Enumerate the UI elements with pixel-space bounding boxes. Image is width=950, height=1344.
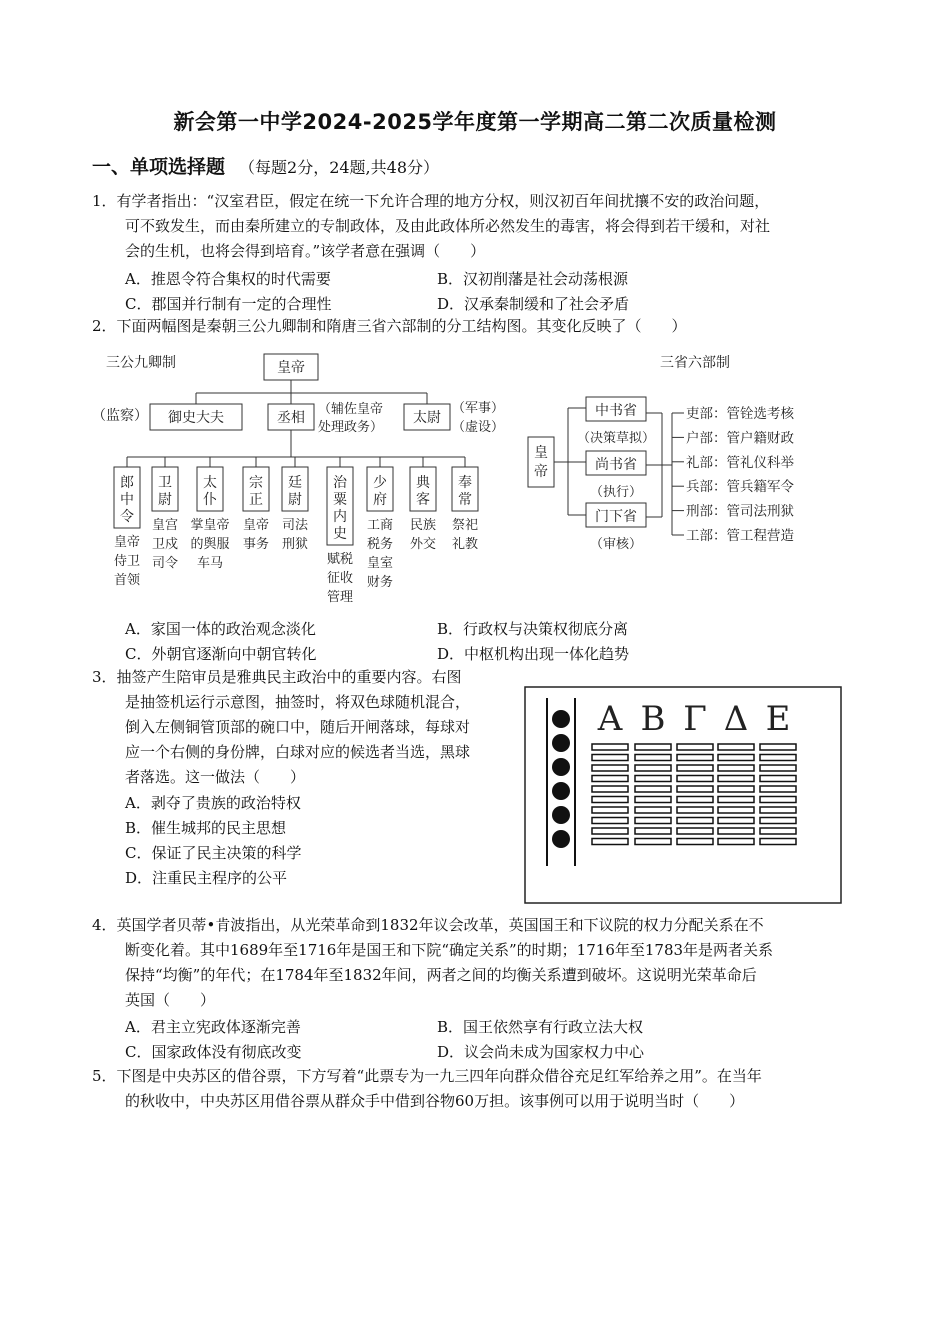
q4-line-2: 断变化着。其中1689年至1716年是国王和下院“确定关系”的时期；1716年至1783年是两者关系 bbox=[125, 941, 774, 959]
qing-name-char: 中 bbox=[120, 492, 134, 508]
tribe-letter: Ε bbox=[765, 699, 791, 739]
qing-duty: 刑狱 bbox=[281, 537, 309, 552]
q4-option-a[interactable]: A．君主立宪政体逐渐完善 bbox=[125, 1018, 301, 1036]
q3-option-d[interactable]: D．注重民主程序的公平 bbox=[125, 869, 288, 887]
q4-option-b[interactable]: B．国王依然享有行政立法大权 bbox=[437, 1018, 644, 1036]
right-chart-label: 三省六部制 bbox=[660, 355, 730, 371]
qing-duty: 皇帝 bbox=[113, 535, 141, 550]
yushidafu: 御史大夫 bbox=[168, 410, 224, 426]
ticket-slot bbox=[760, 765, 796, 771]
qing-duty: 财务 bbox=[366, 575, 394, 590]
ticket-slot bbox=[718, 755, 754, 761]
qing-name-char: 奉 bbox=[458, 475, 472, 491]
qing-duty: 车马 bbox=[196, 556, 224, 571]
qing-name-char: 内 bbox=[333, 509, 347, 525]
chengxiang-role-1: （辅佐皇帝 bbox=[318, 402, 384, 417]
ticket-slot bbox=[592, 797, 628, 803]
lot-ball bbox=[552, 710, 570, 728]
bu-item: 吏部：管铨选考核 bbox=[686, 406, 794, 422]
ticket-slot bbox=[760, 786, 796, 792]
section-note: （每题2分，24题,共48分） bbox=[239, 158, 440, 177]
ticket-slot bbox=[592, 755, 628, 761]
qing-duty: 祭祀 bbox=[451, 518, 479, 533]
taiwei-role-1: （军事） bbox=[452, 401, 505, 416]
right-emperor-1: 皇 bbox=[534, 445, 548, 461]
sansheng-liubu-chart bbox=[520, 345, 820, 555]
ticket-slot bbox=[635, 786, 671, 792]
bu-item: 刑部：管司法刑狱 bbox=[686, 503, 794, 520]
ticket-slot bbox=[677, 786, 713, 792]
lot-ball bbox=[552, 830, 570, 848]
tribe-letter: Α bbox=[597, 699, 623, 739]
qing-duty: 卫戍 bbox=[151, 537, 179, 552]
qing-name-char: 太 bbox=[203, 475, 217, 491]
ticket-slot bbox=[677, 765, 713, 771]
qing-duty: 侍卫 bbox=[113, 554, 141, 569]
qing-name-char: 尉 bbox=[288, 492, 302, 508]
ticket-slot bbox=[635, 765, 671, 771]
ticket-slot bbox=[760, 744, 796, 750]
qing-duty: 掌皇帝 bbox=[190, 518, 230, 533]
qing-duty: 皇宫 bbox=[151, 518, 179, 533]
q3-option-c[interactable]: C．保证了民主决策的科学 bbox=[125, 844, 302, 862]
taiwei: 太尉 bbox=[413, 410, 441, 426]
ticket-slot bbox=[635, 797, 671, 803]
ticket-slot bbox=[635, 755, 671, 761]
bu-item: 工部：管工程营造 bbox=[686, 528, 794, 544]
ticket-slot bbox=[592, 818, 628, 824]
ticket-slot bbox=[635, 839, 671, 845]
q2-line-1: 2．下面两幅图是秦朝三公九卿制和隋唐三省六部制的分工结构图。其变化反映了（ ） bbox=[92, 317, 687, 335]
qing-name-char: 郎 bbox=[120, 475, 134, 491]
ticket-slot bbox=[635, 818, 671, 824]
yushidafu-role: （监察） bbox=[92, 408, 148, 424]
q5-line-2: 的秋收中，中央苏区用借谷票从群众手中借到谷物60万担。该事例可以用于说明当时（ ） bbox=[125, 1092, 745, 1110]
qing-name-char: 少 bbox=[373, 475, 387, 491]
qing-name-char: 卫 bbox=[158, 475, 172, 491]
qing-name-char: 客 bbox=[416, 492, 430, 508]
qing-duty: 司令 bbox=[151, 556, 179, 571]
qing-duty: 外交 bbox=[409, 537, 437, 552]
qing-name-char: 仆 bbox=[203, 492, 217, 508]
q5-line-1: 5．下图是中央苏区的借谷票，下方写着“此票专为一九三四年向群众借谷充足红军给养之用”。在当年 bbox=[92, 1067, 762, 1085]
qing-duty: 管理 bbox=[326, 590, 354, 605]
qing-name-char: 粟 bbox=[333, 492, 347, 508]
q3-line-2: 是抽签机运行示意图，抽签时，将双色球随机混合， bbox=[125, 693, 471, 711]
ticket-slot bbox=[677, 818, 713, 824]
chengxiang-role-2: 处理政务） bbox=[318, 420, 384, 435]
ticket-slot bbox=[677, 807, 713, 813]
q1-option-b[interactable]: B．汉初削藩是社会动荡根源 bbox=[437, 270, 629, 288]
ticket-slot bbox=[592, 828, 628, 834]
ticket-slot bbox=[760, 776, 796, 782]
qing-name-char: 治 bbox=[333, 475, 347, 491]
section-heading: 一、单项选择题 （每题2分，24题,共48分） bbox=[92, 156, 440, 178]
kleroterion-figure bbox=[524, 686, 842, 904]
ticket-slot bbox=[718, 776, 754, 782]
bu-item: 礼部：管礼仪科举 bbox=[686, 454, 794, 471]
qing-name-char: 史 bbox=[333, 526, 347, 542]
qing-duty: 征收 bbox=[326, 571, 354, 586]
tribe-letter: Β bbox=[640, 699, 666, 739]
sheng-role: （执行） bbox=[589, 485, 643, 500]
q3-line-1: 3．抽签产生陪审员是雅典民主政治中的重要内容。右图 bbox=[92, 668, 462, 686]
bu-item: 兵部：管兵籍军令 bbox=[686, 479, 794, 496]
q2-option-c[interactable]: C．外朝官逐渐向中朝官转化 bbox=[125, 645, 317, 663]
q3-line-3: 倒入左侧铜管顶部的碗口中，随后开闸落球，每球对 bbox=[125, 718, 471, 736]
bu-item: 户部：管户籍财政 bbox=[686, 430, 794, 447]
sheng-role: （审核） bbox=[589, 537, 643, 552]
ticket-slot bbox=[718, 818, 754, 824]
q2-option-a[interactable]: A．家国一体的政治观念淡化 bbox=[125, 620, 316, 638]
ticket-slot bbox=[635, 828, 671, 834]
ticket-slot bbox=[592, 744, 628, 750]
qing-name-char: 府 bbox=[373, 492, 387, 508]
q4-option-c[interactable]: C．国家政体没有彻底改变 bbox=[125, 1043, 302, 1061]
qing-duty: 礼教 bbox=[451, 537, 479, 552]
q4-line-1: 4．英国学者贝蒂•肯波指出，从光荣革命到1832年议会改革，英国国王和下议院的权力分配关系在不 bbox=[92, 916, 764, 934]
lot-ball bbox=[552, 734, 570, 752]
qing-duty: 皇室 bbox=[366, 556, 394, 571]
ticket-slot bbox=[677, 839, 713, 845]
q3-line-5: 者落选。这一做法（ ） bbox=[125, 768, 306, 786]
qing-duty: 的舆服 bbox=[190, 537, 230, 552]
qing-name-char: 尉 bbox=[158, 492, 172, 508]
qing-name-char: 常 bbox=[458, 492, 472, 508]
qing-name-char: 正 bbox=[249, 492, 263, 508]
lot-ball bbox=[552, 782, 570, 800]
q3-option-a[interactable]: A．剥夺了贵族的政治特权 bbox=[125, 794, 301, 812]
ticket-slot bbox=[635, 744, 671, 750]
q3-option-b[interactable]: B．催生城邦的民主思想 bbox=[125, 819, 287, 837]
ticket-slot bbox=[592, 839, 628, 845]
sheng-name: 中书省 bbox=[595, 403, 637, 419]
qing-duty: 民族 bbox=[409, 518, 437, 533]
qing-name-char: 宗 bbox=[249, 475, 263, 491]
q1-option-d[interactable]: D．汉承秦制缓和了社会矛盾 bbox=[437, 295, 630, 313]
qing-duty: 工商 bbox=[366, 518, 394, 533]
q1-line-3: 会的生机，也将会得到培育。”该学者意在强调（ ） bbox=[125, 242, 486, 260]
taiwei-role-2: （虚设） bbox=[452, 420, 505, 435]
q3-line-4: 应一个右侧的身份牌，白球对应的候选者当选，黑球 bbox=[125, 743, 471, 761]
chengxiang: 丞相 bbox=[277, 410, 305, 426]
tribe-letter: Γ bbox=[683, 699, 707, 739]
q4-option-d[interactable]: D．议会尚未成为国家权力中心 bbox=[437, 1043, 645, 1061]
left-emperor: 皇帝 bbox=[277, 360, 305, 376]
sangong-jiuqing-chart bbox=[90, 345, 510, 605]
lot-ball bbox=[552, 806, 570, 824]
ticket-slot bbox=[635, 776, 671, 782]
ticket-slot bbox=[760, 828, 796, 834]
sheng-name: 尚书省 bbox=[595, 457, 637, 473]
qing-duty: 事务 bbox=[242, 537, 270, 552]
qing-name-char: 令 bbox=[120, 509, 134, 525]
ticket-slot bbox=[718, 765, 754, 771]
ticket-slot bbox=[718, 797, 754, 803]
q2-option-b[interactable]: B．行政权与决策权彻底分离 bbox=[437, 620, 629, 638]
qing-duty: 首领 bbox=[113, 573, 141, 588]
qing-name-char: 典 bbox=[416, 475, 430, 491]
ticket-slot bbox=[718, 807, 754, 813]
ticket-slot bbox=[760, 807, 796, 813]
ticket-slot bbox=[760, 797, 796, 803]
ticket-slot bbox=[760, 818, 796, 824]
q4-line-3: 保持“均衡”的年代；在1784年至1832年间，两者之间的均衡关系遭到破坏。这说明光荣革命后 bbox=[125, 966, 757, 984]
q1-option-a[interactable]: A．推恩令符合集权的时代需要 bbox=[125, 270, 331, 288]
ticket-slot bbox=[718, 828, 754, 834]
ticket-slot bbox=[677, 797, 713, 803]
ticket-slot bbox=[592, 765, 628, 771]
sheng-role: （决策草拟） bbox=[576, 431, 656, 446]
ticket-slot bbox=[635, 807, 671, 813]
qing-duty: 赋税 bbox=[326, 552, 354, 567]
ticket-slot bbox=[760, 755, 796, 761]
ticket-slot bbox=[677, 755, 713, 761]
ticket-slot bbox=[677, 776, 713, 782]
q4-line-4: 英国（ ） bbox=[125, 991, 216, 1009]
qing-duty: 司法 bbox=[281, 518, 309, 533]
ticket-slot bbox=[718, 744, 754, 750]
ticket-slot bbox=[592, 786, 628, 792]
q1-line-2: 可不致发生，而由秦所建立的专制政体，及由此政体所必然发生的毒害，将会得到若干缓和，对社 bbox=[125, 217, 771, 235]
exam-title: 新会第一中学2024-2025学年度第一学期高二第二次质量检测 bbox=[173, 110, 777, 134]
tribe-letter: Δ bbox=[723, 699, 749, 739]
q2-option-d[interactable]: D．中枢机构出现一体化趋势 bbox=[437, 645, 630, 663]
ticket-slot bbox=[592, 776, 628, 782]
ticket-slot bbox=[677, 744, 713, 750]
q1-option-c[interactable]: C．郡国并行制有一定的合理性 bbox=[125, 295, 332, 313]
qing-name-char: 廷 bbox=[288, 475, 302, 491]
ticket-slot bbox=[718, 839, 754, 845]
qing-duty: 皇帝 bbox=[242, 518, 270, 533]
right-emperor-2: 帝 bbox=[534, 464, 548, 480]
ticket-slot bbox=[760, 839, 796, 845]
q1-line-1: 1．有学者指出：“汉室君臣，假定在统一下允许合理的地方分权，则汉初百年间扰攘不安的政治问题， bbox=[92, 192, 770, 210]
lot-ball bbox=[552, 758, 570, 776]
sheng-name: 门下省 bbox=[595, 509, 637, 525]
qing-duty: 税务 bbox=[366, 537, 394, 552]
left-chart-label: 三公九卿制 bbox=[106, 355, 176, 371]
ticket-slot bbox=[592, 807, 628, 813]
ticket-slot bbox=[718, 786, 754, 792]
ticket-slot bbox=[677, 828, 713, 834]
